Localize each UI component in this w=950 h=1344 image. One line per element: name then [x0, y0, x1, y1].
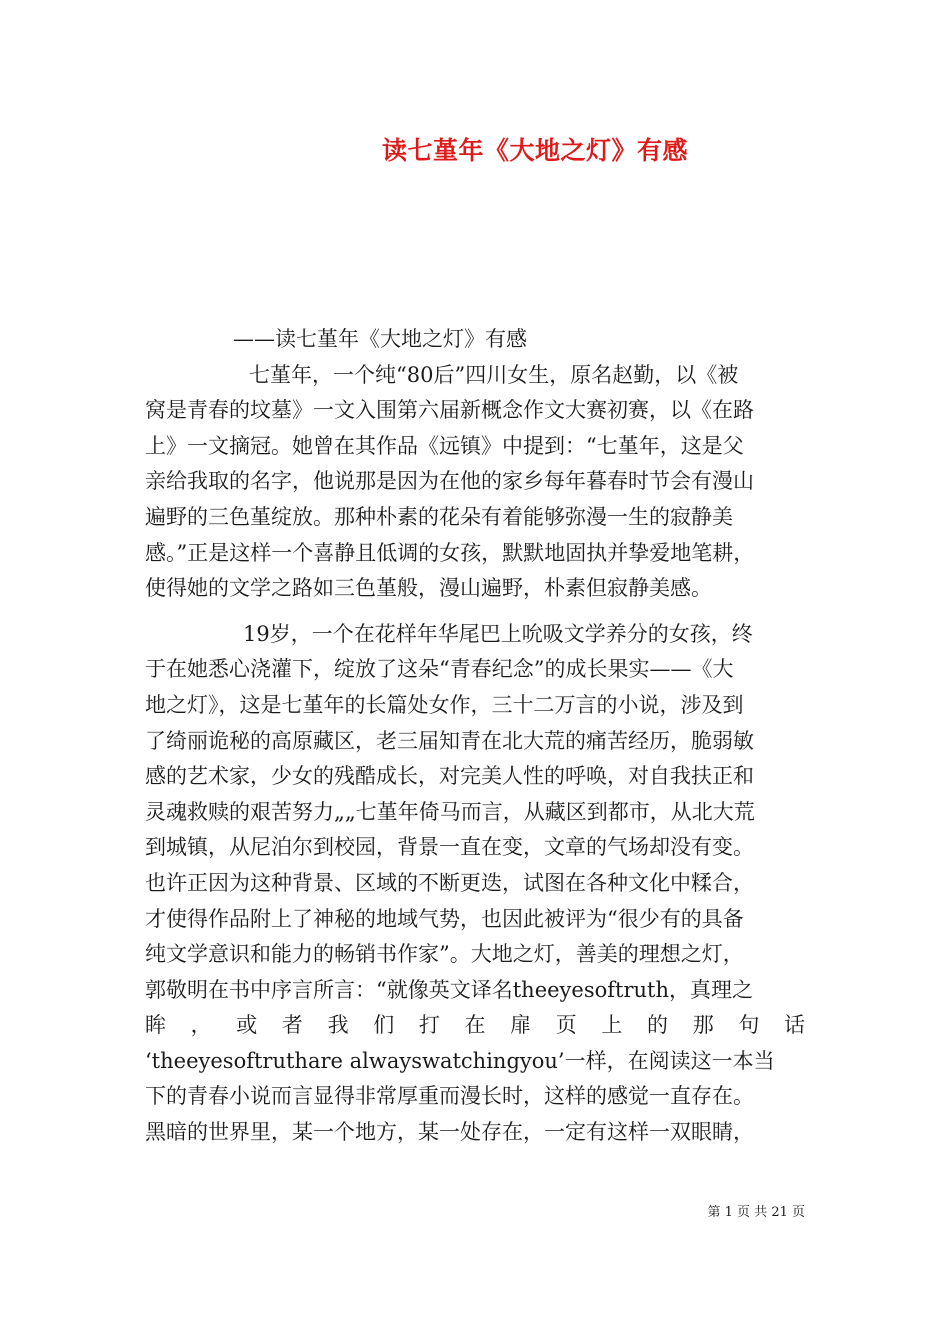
justified-char: 的: [647, 1013, 669, 1038]
document-body: [145, 322, 805, 1151]
paragraph-line: 使得她的文学之路如三色堇般，漫山遍野，朴素但寂静美感。: [145, 576, 712, 601]
paragraph-line: ‘theeyesoftruthare alwayswatchingyou’一样，在阅读这一本当: [145, 1048, 775, 1073]
paragraph-line: 19岁，一个在花样年华尾巴上吮吸文学养分的女孩，终: [243, 621, 753, 646]
page-number: 第 1 页 共 21 页: [707, 1205, 805, 1220]
justified-char: 眸: [145, 1013, 166, 1038]
paragraph-line: 灵魂救赎的艰苦努力„„七堇年倚马而言，从藏区到都市，从北大荒: [145, 799, 755, 824]
paragraph-2: [145, 617, 805, 1151]
paragraph-line: 亲给我取的名字，他说那是因为在他的家乡每年暮春时节会有漫山: [145, 469, 754, 494]
justified-char: 扉: [510, 1013, 532, 1038]
paragraph-line: 到城镇，从尼泊尔到校园，背景一直在变，文章的气场却没有变。: [145, 835, 754, 860]
paragraph-line: 窝是青春的坟墓》一文入围第六届新概念作文大赛初赛，以《在路: [145, 398, 754, 423]
justified-char: 话: [783, 1013, 805, 1038]
paragraph-1: [145, 358, 805, 607]
paragraph-line: 遍野的三色堇绽放。那种朴素的花朵有着能够弥漫一生的寂静美: [145, 504, 733, 529]
paragraph-line: 了绮丽诡秘的高原藏区，老三届知青在北大荒的痛苦经历，脆弱敏: [145, 728, 754, 753]
paragraph-line: 才使得作品附上了神秘的地域气势，也因此被评为“很少有的具备: [145, 906, 744, 931]
paragraph-line: 纯文学意识和能力的畅销书作家”。大地之灯，善美的理想之灯，: [145, 942, 744, 967]
paragraph-line: 于在她悉心浇灌下，绽放了这朵“青春纪念”的成长果实——《大: [145, 657, 734, 682]
paragraph-line: 感的艺术家，少女的残酷成长，对完美人性的呼唤，对自我扶正和: [145, 764, 754, 789]
paragraph-line: 下的青春小说而言显得非常厚重而漫长时，这样的感觉一直存在。: [145, 1084, 754, 1109]
justified-char: 们: [373, 1013, 395, 1038]
justified-char: 者: [281, 1013, 303, 1038]
justified-char: 在: [464, 1013, 486, 1038]
justified-char: 上: [601, 1013, 623, 1038]
justified-char: 我: [327, 1013, 349, 1038]
document-title: 读七堇年《大地之灯》有感: [381, 136, 688, 165]
justified-char: ，: [190, 1013, 212, 1038]
paragraph-line: 地之灯》，这是七堇年的长篇处女作，三十二万言的小说，涉及到: [145, 692, 744, 717]
document-subtitle: ——读七堇年《大地之灯》有感: [233, 327, 527, 351]
paragraph-line: 感。”正是这样一个喜静且低调的女孩，默默地固执并挚爱地笔耕，: [145, 540, 755, 565]
justified-char: 页: [555, 1013, 577, 1038]
paragraph-gap: [145, 607, 805, 617]
paragraph-line: 上》一文摘冠。她曾在其作品《远镇》中提到：“七堇年，这是父: [145, 433, 744, 458]
justified-char: 那: [692, 1013, 714, 1038]
paragraph-line: 郭敬明在书中序言所言：“就像英文译名theeyesoftruth，真理之: [145, 977, 754, 1002]
paragraph-line: 黑暗的世界里，某一个地方，某一处存在，一定有这样一双眼睛，: [145, 1120, 754, 1145]
justified-char: 或: [236, 1013, 258, 1038]
paragraph-line: 七堇年，一个纯“80后”四川女生，原名赵勤，以《被: [249, 362, 739, 387]
justified-line: [145, 1008, 805, 1044]
justified-char: 句: [738, 1013, 760, 1038]
paragraph-line: 也许正因为这种背景、区域的不断更迭，试图在各种文化中糅合，: [145, 870, 754, 895]
justified-char: 打: [418, 1013, 440, 1038]
